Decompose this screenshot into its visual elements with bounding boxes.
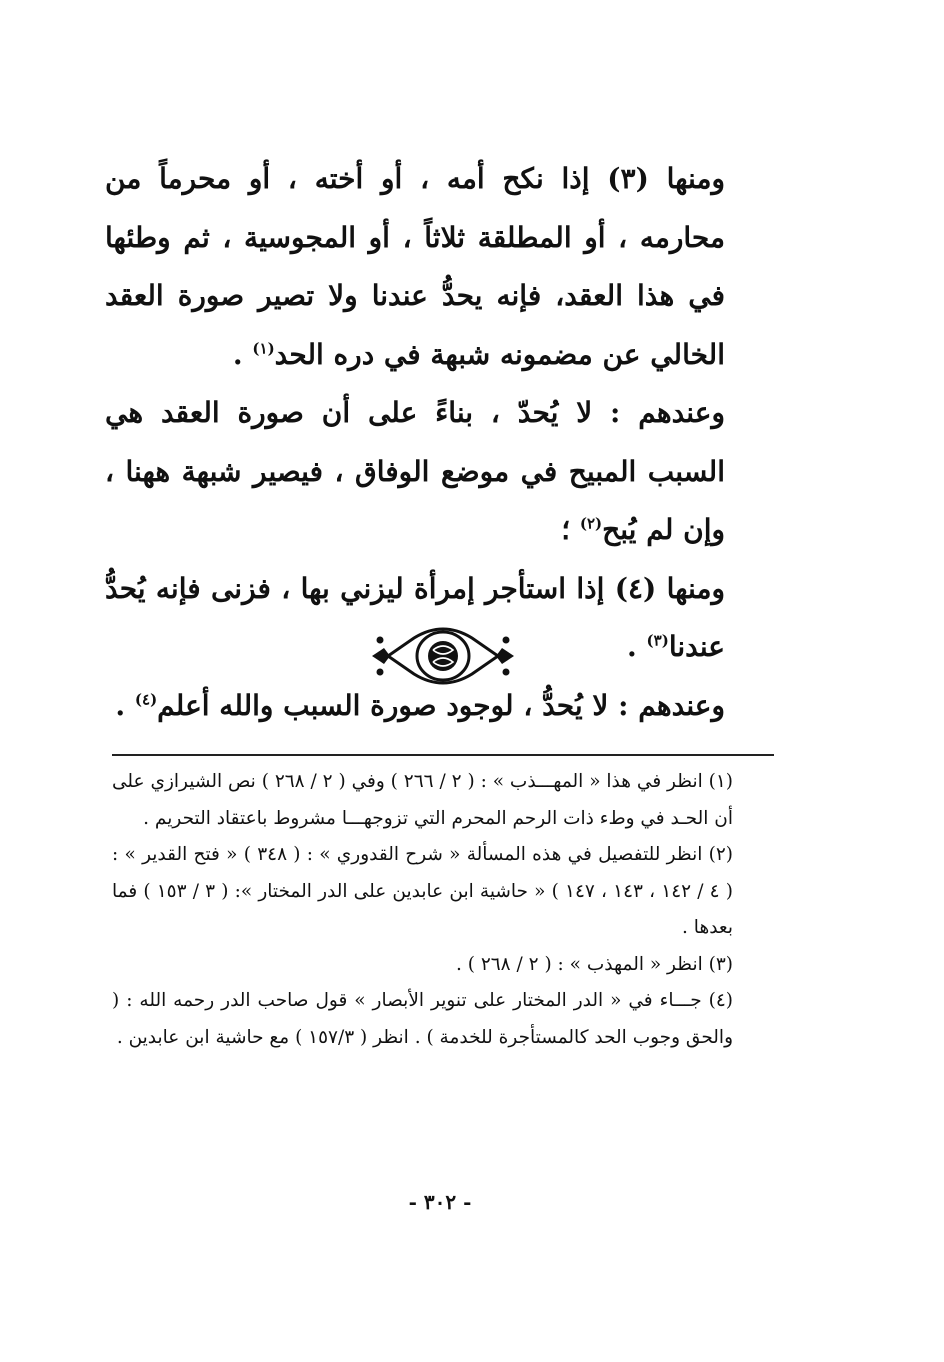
paragraph-end: . [232, 337, 253, 371]
paragraph-text: وعندهم : لا يُحدُّ ، لوجود صورة السبب والله أعلم [157, 688, 725, 722]
paragraph-end: ؛ [561, 513, 580, 546]
decorative-ornament-icon [370, 620, 516, 692]
footnote-3: (٣) انظر « المهذب » : ( ٢ / ٢٦٨ ) . [455, 953, 733, 975]
page-number: - ٣٠٢ - [408, 1190, 472, 1214]
paragraph-text: وعندهم : لا يُحدّ ، بناءً على أن صورة العقد هي السبب المبيح في موضع الوفاق ، فيصير شبهة ههنا ، وإن لم يُبح [105, 396, 725, 546]
paragraph-label: ومنها (٣) [607, 162, 726, 195]
paragraph-text: إذا استأجر إمرأة ليزني بها ، فزنى فإنه يُحدُّ عندنا [105, 571, 725, 663]
paragraph-2 [105, 384, 765, 560]
paragraph-end: . [115, 688, 135, 722]
footnote-4: (٤) جـــاء في « الدر المختار على تنوير الأبصار » قول صاحب الدر رحمه الله : ( والحق وجوب الحد كالمستأجرة للخدمة ) . انظر ( ١٥٧/٣ ) مع حاشية ابن عابدين . [112, 990, 733, 1048]
footnote-1: (١) انظر في هذا « المهـــذب » : ( ٢ / ٢٦٦ ) وفي ( ٢ / ٢٦٨ ) نص الشيرازي على أن الحـد في وطء ذات الرحم المحرم التي تزوجهـــا مشروط باعتقاد التحريم . [112, 771, 733, 829]
paragraph-label: ومنها (٤) [614, 571, 725, 605]
footnote-ref-1[interactable]: (١) [252, 339, 275, 358]
footnotes [112, 764, 777, 1056]
footnote-ref-4[interactable]: (٤) [134, 690, 158, 709]
footnote-2: (٢) انظر للتفصيل في هذه المسألة « شرح القدوري » : ( ٣٤٨ ) « فتح القدير » : ( ٤ / ١٤٢ ، ١٤٣ ، ١٤٧ ) « حاشية ابن عابدين على الدر المختار »: ( ٣ / ١٥٣ ) فما بعدها . [112, 844, 733, 938]
paragraph-end: . [627, 630, 647, 663]
paragraph-text: إذا نكح أمه ، أو أخته ، أو محرماً من محارمه ، أو المطلقة ثلاثاً ، أو المجوسية ، ثم وطئها في هذا العقد، فإنه يحدُّ عندنا ولا تصير صورة العقد الخالي عن مضمونه شبهة في دره الحد [105, 162, 725, 371]
paragraph-1 [105, 150, 765, 384]
footnote-separator [112, 754, 774, 756]
footnote-ref-3[interactable]: (٣) [646, 631, 669, 650]
footnote-ref-2[interactable]: (٢) [579, 514, 603, 533]
